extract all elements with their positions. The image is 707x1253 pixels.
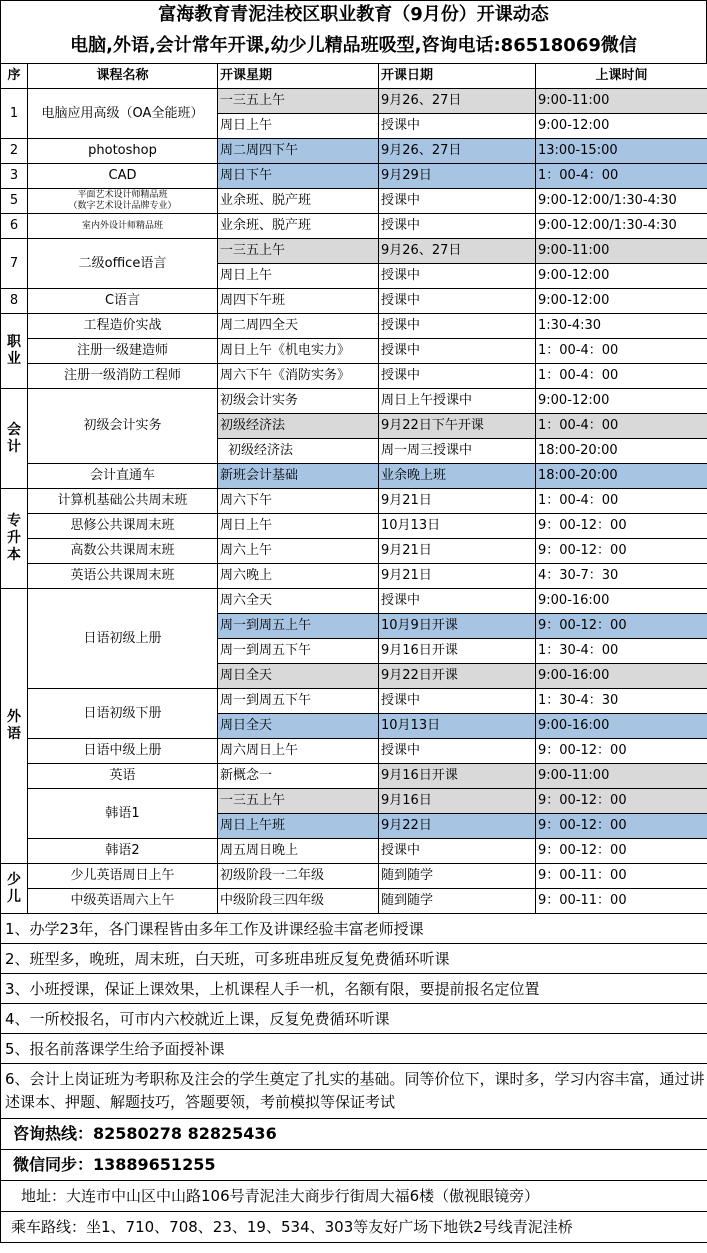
- course-weekday: 业余班、脱产班: [218, 189, 379, 214]
- category-upgrade: 专 升 本: [1, 489, 28, 589]
- course-name: 英语: [28, 764, 218, 789]
- course-name: [28, 189, 218, 214]
- category-vocational: 职 业: [1, 314, 28, 389]
- course-time: 9：00-12：00: [536, 514, 707, 539]
- course-date: 授课中: [379, 289, 536, 314]
- course-weekday: 一三五上午: [218, 89, 379, 114]
- note-text: 5、报名前落课学生给予面授补课: [1, 1034, 707, 1064]
- note-row: [1, 1064, 707, 1119]
- course-time: 9:00-12:00: [536, 289, 707, 314]
- course-name: 二级office语言: [28, 239, 218, 289]
- course-weekday: 新班会计基础: [218, 464, 379, 489]
- course-time: 1：00-4：00: [536, 364, 707, 389]
- course-date: 9月16日开课: [379, 764, 536, 789]
- course-time: 9:00-12:00: [536, 114, 707, 139]
- course-date: 9月29日: [379, 164, 536, 189]
- table-row: [1, 339, 707, 364]
- table-row: [1, 689, 707, 714]
- course-weekday: 初级经济法: [218, 439, 379, 464]
- course-weekday: 周六上午: [218, 539, 379, 564]
- course-weekday: 周一到周五下午: [218, 639, 379, 664]
- course-date: 9月16日: [379, 789, 536, 814]
- route-row: [1, 1212, 707, 1243]
- page-subtitle: 电脑,外语,会计常年开课,幼少儿精品班吸型,咨询电话:86518069微信: [70, 35, 637, 56]
- course-name: CAD: [28, 164, 218, 189]
- course-time: 9：00-12：00: [536, 739, 707, 764]
- course-date: 授课中: [379, 189, 536, 214]
- course-time: 9:00-11:00: [536, 89, 707, 114]
- table-row: [1, 539, 707, 564]
- course-name: 韩语1: [28, 789, 218, 839]
- course-weekday: 初级阶段一二年级: [218, 864, 379, 889]
- course-time: 9：00-12：00: [536, 789, 707, 814]
- course-date: 周日上午授课中: [379, 389, 536, 414]
- course-name: 会计直通车: [28, 464, 218, 489]
- table-row: [1, 839, 707, 864]
- course-date: 9月22日开课: [379, 664, 536, 689]
- course-weekday: 周六下午: [218, 489, 379, 514]
- course-name: 初级会计实务: [28, 389, 218, 464]
- course-time: 1：30-4：30: [536, 689, 707, 714]
- table-row: [1, 314, 707, 339]
- course-name: photoshop: [28, 139, 218, 164]
- course-weekday: 业余班、脱产班: [218, 214, 379, 239]
- course-time: 9:00-11:00: [536, 764, 707, 789]
- course-name: 计算机基础公共周末班: [28, 489, 218, 514]
- course-weekday: 周六全天: [218, 589, 379, 614]
- course-date: 授课中: [379, 839, 536, 864]
- course-weekday: 周日上午《机电实力》: [218, 339, 379, 364]
- table-header-row: [1, 64, 707, 89]
- course-date: 周一周三授课中: [379, 439, 536, 464]
- note-text: 2、班型多，晚班，周末班，白天班，可多班串班反复免费循环听课: [1, 944, 707, 974]
- category-foreign-language: 外 语: [1, 589, 28, 864]
- course-time: 1：00-4：00: [536, 164, 707, 189]
- course-name: 英语公共课周末班: [28, 564, 218, 589]
- course-time: 9:00-16:00: [536, 664, 707, 689]
- course-date: 授课中: [379, 689, 536, 714]
- course-time: 9:00-12:00/1:30-4:30: [536, 189, 707, 214]
- table-row: [1, 589, 707, 614]
- course-date: 授课中: [379, 339, 536, 364]
- note-row: [1, 944, 707, 974]
- table-row: [1, 764, 707, 789]
- row-seq: 5: [1, 189, 28, 214]
- course-date: 10月13日: [379, 514, 536, 539]
- course-weekday: 初级会计实务: [218, 389, 379, 414]
- course-date: 授课中: [379, 589, 536, 614]
- course-name: 日语初级上册: [28, 589, 218, 689]
- course-name: 电脑应用高级（OA全能班）: [28, 89, 218, 139]
- course-time: 9：00-12：00: [536, 814, 707, 839]
- table-row: [1, 564, 707, 589]
- table-row: [1, 789, 707, 814]
- contact-row: [1, 1119, 707, 1150]
- table-row: [1, 189, 707, 214]
- course-time: 1:30-4:30: [536, 314, 707, 339]
- contact-row: [1, 1150, 707, 1181]
- course-time: 9：00-12：00: [536, 839, 707, 864]
- course-name: 思修公共课周末班: [28, 514, 218, 539]
- course-date: 9月22日: [379, 814, 536, 839]
- course-weekday: 周四下午班: [218, 289, 379, 314]
- course-date: 9月22日下午开课: [379, 414, 536, 439]
- address: 地址：大连市中山区中山路106号青泥洼大商步行街周大福6楼（傲视眼镜旁）: [1, 1181, 707, 1212]
- course-name: 日语中级上册: [28, 739, 218, 764]
- row-seq: 3: [1, 164, 28, 189]
- course-date: 9月21日: [379, 564, 536, 589]
- course-name: 中级英语周六上午: [28, 889, 218, 914]
- course-weekday: 中级阶段三四年级: [218, 889, 379, 914]
- course-time: 1：00-4：00: [536, 414, 707, 439]
- note-row: [1, 1004, 707, 1034]
- course-time: 13:00-15:00: [536, 139, 707, 164]
- course-date: 授课中: [379, 314, 536, 339]
- course-name: 室内外设计师精品班: [28, 214, 218, 239]
- course-weekday: 周六晚上: [218, 564, 379, 589]
- course-date: 授课中: [379, 264, 536, 289]
- category-accounting: 会 计: [1, 389, 28, 489]
- row-seq: 7: [1, 239, 28, 289]
- note-row: [1, 974, 707, 1004]
- table-row: [1, 89, 707, 114]
- course-date: 9月26、27日: [379, 89, 536, 114]
- course-time: 18:00-20:00: [536, 464, 707, 489]
- course-weekday: 周一到周五下午: [218, 689, 379, 714]
- table-row: [1, 214, 707, 239]
- course-weekday: 周日上午班: [218, 814, 379, 839]
- course-time: 4：30-7：30: [536, 564, 707, 589]
- title-box: [0, 0, 707, 63]
- course-time: 9:00-11:00: [536, 239, 707, 264]
- table-row: [1, 139, 707, 164]
- course-date: 9月26、27日: [379, 139, 536, 164]
- header-date: 开课日期: [379, 64, 536, 89]
- course-weekday: 初级经济法: [218, 414, 379, 439]
- course-time: 1：00-4：00: [536, 339, 707, 364]
- course-weekday: 一三五上午: [218, 239, 379, 264]
- course-name: 高数公共课周末班: [28, 539, 218, 564]
- course-date: 随到随学: [379, 864, 536, 889]
- course-date: 授课中: [379, 214, 536, 239]
- note-text: 6、会计上岗证班为考职称及注会的学生奠定了扎实的基础。同等价位下，课时多，学习内容丰富，通过讲述课本、押题、解题技巧，答题要领，考前模拟等保证考试: [1, 1064, 707, 1119]
- note-text: 3、小班授课，保证上课效果，上机课程人手一机，名额有限，要提前报名定位置: [1, 974, 707, 1004]
- course-name: 韩语2: [28, 839, 218, 864]
- course-time: 18:00-20:00: [536, 439, 707, 464]
- course-time: 9：00-11：00: [536, 864, 707, 889]
- course-date: 9月26、27日: [379, 239, 536, 264]
- wechat: 微信同步：13889651255: [1, 1150, 707, 1181]
- header-seq: 序: [1, 64, 28, 89]
- note-text: 4、一所校报名，可市内六校就近上课，反复免费循环听课: [1, 1004, 707, 1034]
- course-name: 注册一级建造师: [28, 339, 218, 364]
- course-weekday: 周日全天: [218, 664, 379, 689]
- course-weekday: 周日上午: [218, 514, 379, 539]
- table-row: [1, 464, 707, 489]
- course-weekday: 周日全天: [218, 714, 379, 739]
- course-name: 注册一级消防工程师: [28, 364, 218, 389]
- address-row: [1, 1181, 707, 1212]
- course-name: C语言: [28, 289, 218, 314]
- table-row: [1, 289, 707, 314]
- course-date: 随到随学: [379, 889, 536, 914]
- category-children: 少 儿: [1, 864, 28, 914]
- row-seq: 2: [1, 139, 28, 164]
- row-seq: 6: [1, 214, 28, 239]
- table-row: [1, 889, 707, 914]
- course-time: 1：30-4：00: [536, 639, 707, 664]
- course-time: 9:00-12:00: [536, 389, 707, 414]
- table-row: [1, 364, 707, 389]
- row-seq: 8: [1, 289, 28, 314]
- header-course-name: 课程名称: [28, 64, 218, 89]
- course-weekday: 一三五上午: [218, 789, 379, 814]
- course-time: 9:00-12:00/1:30-4:30: [536, 214, 707, 239]
- table-row: [1, 164, 707, 189]
- course-name: 日语初级下册: [28, 689, 218, 739]
- course-name-line1: 平面艺术设计师精品班: [77, 190, 168, 200]
- table-row: [1, 514, 707, 539]
- table-row: [1, 489, 707, 514]
- course-weekday: 周日上午: [218, 264, 379, 289]
- course-date: 9月21日: [379, 489, 536, 514]
- table-row: [1, 389, 707, 414]
- course-weekday: 周五周日晚上: [218, 839, 379, 864]
- note-row: [1, 1034, 707, 1064]
- course-name: 少儿英语周日上午: [28, 864, 218, 889]
- course-date: 9月16日开课: [379, 639, 536, 664]
- hotline: 咨询热线：82580278 82825436: [1, 1119, 707, 1150]
- header-time: 上课时间: [536, 64, 707, 89]
- course-weekday: 周六周日上午: [218, 739, 379, 764]
- course-date: 业余晚上班: [379, 464, 536, 489]
- table-row: [1, 739, 707, 764]
- note-text: 1、办学23年，各门课程皆由多年工作及讲课经验丰富老师授课: [1, 914, 707, 944]
- course-time: 9：00-12：00: [536, 539, 707, 564]
- course-time: 9:00-16:00: [536, 714, 707, 739]
- course-date: 10月9日开课: [379, 614, 536, 639]
- note-row: [1, 914, 707, 944]
- course-schedule-table: [0, 63, 707, 1243]
- course-time: 9：00-12：00: [536, 614, 707, 639]
- course-weekday: 周二周四全天: [218, 314, 379, 339]
- course-weekday: 新概念一: [218, 764, 379, 789]
- course-time: 9:00-16:00: [536, 589, 707, 614]
- course-weekday: 周二周四下午: [218, 139, 379, 164]
- course-date: 授课中: [379, 739, 536, 764]
- page-title: 富海教育青泥洼校区职业教育（9月份）开课动态: [158, 4, 549, 25]
- table-row: [1, 864, 707, 889]
- course-time: 1：00-4：00: [536, 489, 707, 514]
- table-row: [1, 239, 707, 264]
- course-time: 9：00-11：00: [536, 889, 707, 914]
- course-name: 工程造价实战: [28, 314, 218, 339]
- header-weekday: 开课星期: [218, 64, 379, 89]
- course-weekday: 周日下午: [218, 164, 379, 189]
- bus-route: 乘车路线：坐1、710、708、23、19、534、303等友好广场下地铁2号线青泥洼桥: [1, 1212, 707, 1243]
- course-weekday: 周六下午《消防实务》: [218, 364, 379, 389]
- course-name-line2: （数字艺术设计品牌专业）: [68, 201, 177, 211]
- course-time: 9:00-12:00: [536, 264, 707, 289]
- course-weekday: 周日上午: [218, 114, 379, 139]
- course-date: 9月21日: [379, 539, 536, 564]
- course-date: 授课中: [379, 364, 536, 389]
- row-seq: 1: [1, 89, 28, 139]
- course-date: 10月13日: [379, 714, 536, 739]
- course-weekday: 周一到周五上午: [218, 614, 379, 639]
- course-date: 授课中: [379, 114, 536, 139]
